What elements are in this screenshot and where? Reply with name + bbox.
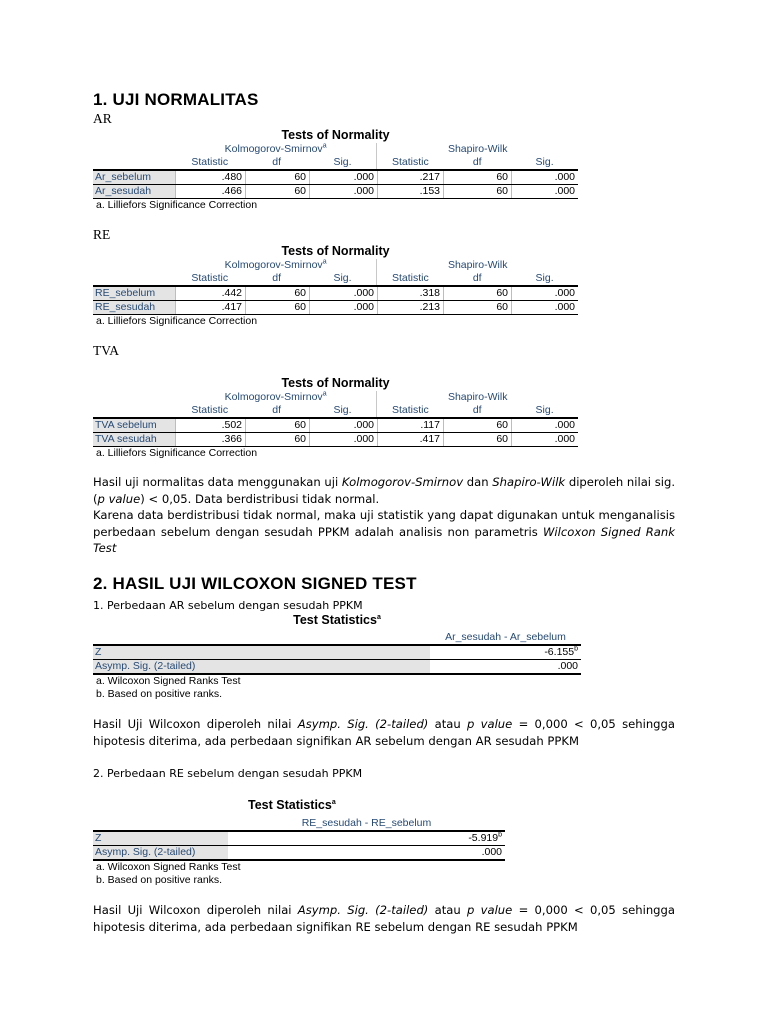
cell: .480	[175, 171, 245, 184]
col-header: Statistic	[191, 404, 229, 416]
cell: 60	[245, 301, 309, 314]
group-header-row	[93, 143, 578, 156]
table-row	[93, 185, 578, 199]
normality-label-re: RE	[93, 227, 111, 242]
cell: 60	[443, 287, 511, 300]
col-header: Sig.	[309, 404, 378, 417]
cell: .417	[175, 301, 245, 314]
normality-label-tva: TVA	[93, 343, 120, 358]
test-subtitle: 2. Perbedaan RE sebelum dengan sesudah PPKM	[93, 767, 363, 780]
col-header: Statistic	[391, 404, 429, 416]
cell: .217	[377, 171, 443, 184]
section1-heading: 1. UJI NORMALITAS	[93, 90, 259, 109]
cell: 60	[443, 301, 511, 314]
cell: .000	[309, 171, 377, 184]
cell: 60	[443, 419, 511, 432]
cell: .318	[377, 287, 443, 300]
table-title: Tests of Normality	[281, 244, 390, 258]
column-header-row	[93, 272, 578, 285]
normality-table-re	[93, 243, 578, 328]
row-label: Ar_sebelum	[93, 171, 175, 184]
cell: .000	[511, 419, 578, 432]
group-sw: Shapiro-Wilk	[447, 143, 508, 155]
table-row	[93, 644, 581, 660]
col-header: Statistic	[191, 156, 229, 168]
cell: .213	[377, 301, 443, 314]
cell: -5.919$^b$	[468, 831, 502, 844]
table-footnote: b. Based on positive ranks.	[96, 688, 223, 700]
table-title: Tests of Normality	[281, 128, 390, 142]
group-ks: Kolmogorov-Smirnov$^a$	[175, 391, 378, 404]
col-header: Statistic	[391, 156, 429, 168]
cell: .000	[511, 287, 578, 300]
row-label: Ar_sesudah	[93, 185, 175, 198]
column-header-row	[93, 404, 578, 417]
normality-table-ar	[93, 127, 578, 212]
cell: 60	[245, 419, 309, 432]
cell: .000	[309, 433, 377, 446]
row-label: RE_sebelum	[93, 287, 175, 300]
table-footnote: a. Wilcoxon Signed Ranks Test	[96, 861, 241, 873]
row-label: RE_sesudah	[93, 301, 175, 314]
col-header: Sig.	[535, 156, 554, 168]
cell: 60	[443, 433, 511, 446]
table-footnote: a. Lilliefors Significance Correction	[96, 199, 258, 211]
group-sw: Shapiro-Wilk	[447, 259, 508, 271]
table-title: Test Statistics$^a$	[248, 798, 336, 812]
cell: -6.155$^b$	[544, 645, 578, 658]
col-header: df	[272, 272, 281, 284]
col-header: Ar_sesudah - Ar_sebelum	[445, 631, 566, 643]
cell: .466	[175, 185, 245, 198]
cell: .502	[175, 419, 245, 432]
col-header: df	[472, 272, 482, 284]
table-row	[93, 285, 578, 301]
col-header: Sig.	[535, 272, 554, 284]
cell: .000	[511, 171, 578, 184]
cell: 60	[443, 185, 511, 198]
cell: .417	[377, 433, 443, 446]
row-label: Asymp. Sig. (2-tailed)	[93, 660, 430, 673]
group-header-row	[93, 259, 578, 272]
table-footnote: a. Lilliefors Significance Correction	[96, 447, 258, 459]
col-header: Statistic	[191, 272, 229, 284]
col-header: df	[272, 404, 281, 416]
cell: .000	[511, 185, 578, 198]
column-header-row	[93, 631, 581, 644]
row-label: TVA sebelum	[93, 419, 175, 432]
column-header-row	[93, 817, 505, 830]
cell: .366	[175, 433, 245, 446]
col-header: Statistic	[391, 272, 429, 284]
row-label: Z	[93, 832, 228, 845]
row-label: Asymp. Sig. (2-tailed)	[93, 846, 228, 859]
table-footnote: a. Wilcoxon Signed Ranks Test	[96, 675, 241, 687]
test-statistics-table-re	[93, 797, 505, 887]
cell: 60	[245, 433, 309, 446]
table-row	[93, 660, 581, 675]
table-footnote: a. Lilliefors Significance Correction	[96, 315, 258, 327]
col-header: df	[272, 156, 281, 168]
cell: 60	[245, 185, 309, 198]
cell: .000	[481, 846, 502, 858]
cell: .000	[309, 287, 377, 300]
cell: .000	[309, 185, 377, 198]
table-row	[93, 846, 505, 861]
group-sw: Shapiro-Wilk	[447, 391, 508, 403]
col-header: Sig.	[309, 272, 378, 285]
test-statistics-table-ar	[93, 612, 581, 701]
table-title: Test Statistics$^a$	[293, 613, 381, 627]
test-subtitle: 1. Perbedaan AR sebelum dengan sesudah PPKM	[93, 599, 363, 612]
table-title: Tests of Normality	[281, 376, 390, 390]
row-label: TVA sesudah	[93, 433, 175, 446]
cell: .000	[309, 301, 377, 314]
normality-label-ar: AR	[93, 111, 112, 126]
table-row	[93, 433, 578, 447]
column-header-row	[93, 156, 578, 169]
cell: .153	[377, 185, 443, 198]
cell: .000	[511, 301, 578, 314]
col-header: Sig.	[309, 156, 378, 169]
cell: 60	[245, 287, 309, 300]
col-header: df	[472, 156, 482, 168]
cell: .000	[309, 419, 377, 432]
test-result-re: Hasil Uji Wilcoxon diperoleh nilai Asymp. Sig. (2-tailed) atau p value = 0,000 < 0,05 sehingga hipotesis diterima, ada perbedaan signifikan RE sebelum dengan RE sesudah PPKM	[93, 903, 675, 934]
section2-heading: 2. HASIL UJI WILCOXON SIGNED TEST	[93, 574, 417, 593]
col-header: df	[472, 404, 482, 416]
cell: .442	[175, 287, 245, 300]
table-row	[93, 417, 578, 433]
cell: .000	[511, 433, 578, 446]
cell: 60	[443, 171, 511, 184]
normality-table-tva	[93, 375, 578, 460]
col-header: Sig.	[535, 404, 554, 416]
table-row	[93, 301, 578, 315]
group-ks: Kolmogorov-Smirnov$^a$	[175, 259, 378, 272]
table-row	[93, 830, 505, 846]
table-row	[93, 169, 578, 185]
group-ks: Kolmogorov-Smirnov$^a$	[175, 143, 378, 156]
test-result-ar: Hasil Uji Wilcoxon diperoleh nilai Asymp. Sig. (2-tailed) atau p value = 0,000 < 0,05 sehingga hipotesis diterima, ada perbedaan signifikan AR sebelum dengan AR sesudah PPKM	[93, 717, 675, 748]
row-label: Z	[93, 646, 430, 659]
table-footnote: b. Based on positive ranks.	[96, 874, 223, 886]
cell: .000	[557, 660, 578, 672]
normality-method-note: Karena data berdistribusi tidak normal, maka uji statistik yang dapat digunakan untuk menganalisis perbedaan sebelum dengan sesudah PPKM adalah analisis non parametris Wilcoxon Signed Rank Test	[93, 508, 675, 555]
group-header-row	[93, 391, 578, 404]
col-header: RE_sesudah - RE_sebelum	[301, 817, 432, 829]
cell: .117	[377, 419, 443, 432]
normality-conclusion: Hasil uji normalitas data menggunakan uji Kolmogorov-Smirnov dan Shapiro-Wilk diperoleh nilai sig. (p value) < 0,05. Data berdistribusi tidak normal.	[93, 475, 676, 506]
cell: 60	[245, 171, 309, 184]
